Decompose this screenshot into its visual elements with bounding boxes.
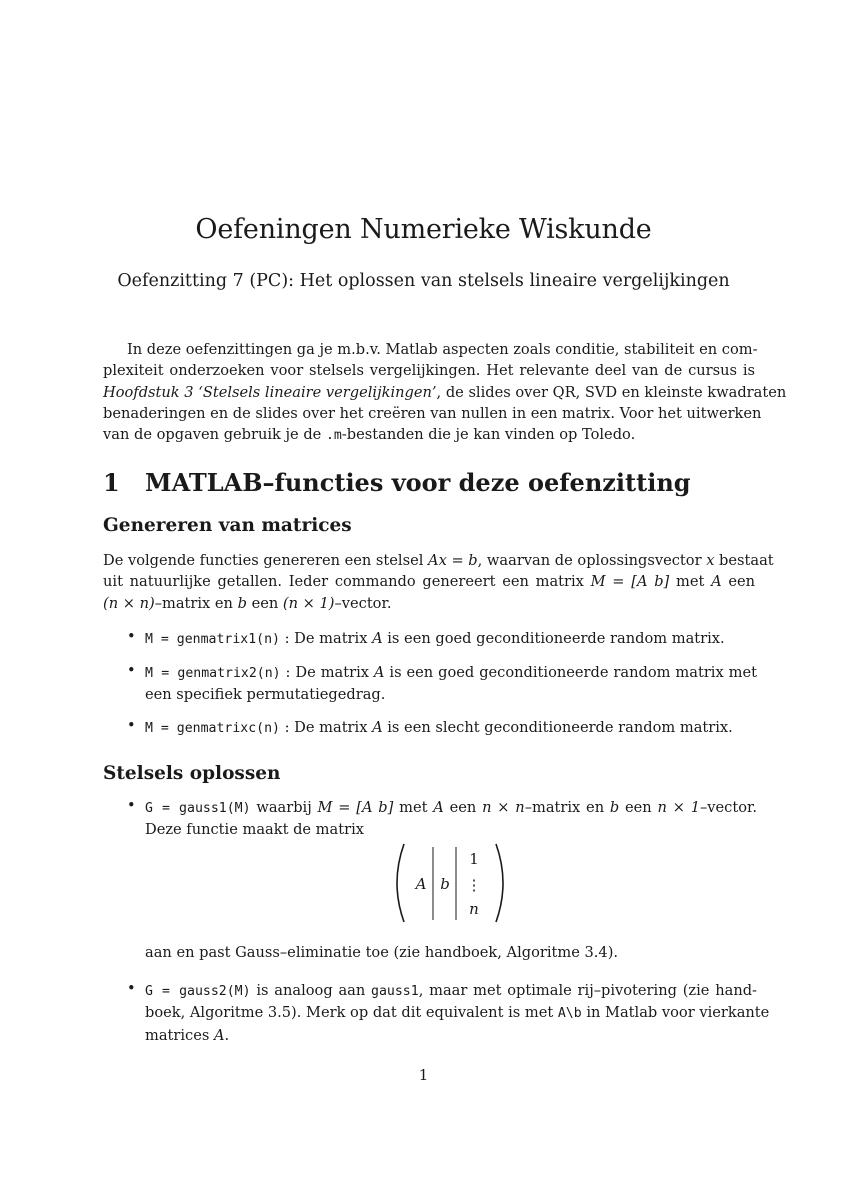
item-line [145,980,757,1002]
list-item-genmatrixc [145,717,757,739]
math-A: A [373,664,385,681]
matrix-top: 1 [469,850,479,868]
text: is een goed geconditioneerde random matrix. [382,630,725,647]
math-A: A [214,1026,225,1044]
text: waarbij [250,799,318,816]
intro-line-3 [103,382,787,403]
augmented-matrix [390,842,510,924]
text: matrices [145,1026,214,1044]
document-title: Oefeningen Numerieke Wiskunde [195,214,652,245]
math-M: M = [A b] [590,573,670,591]
list-item-genmatrix1 [145,628,757,650]
left-paren [397,844,404,922]
item-line [145,1025,757,1046]
intro-line-4: benaderingen en de slides over het creëren van nullen in een matrix. Voor het uitwerken [103,404,762,422]
text: –vector. [700,799,758,816]
generate-line-1 [103,550,774,571]
m-file-code: .m [325,428,342,444]
text: in Matlab voor vierkante [581,1004,770,1022]
math-x: x [706,552,715,569]
generate-paragraph [103,550,774,614]
code-gauss1: G = gauss1(M) [145,801,251,816]
intro-line-5-a: van de opgaven gebruik je de [103,426,326,444]
code-genmatrixc: M = genmatrixc(n) [145,721,280,736]
code-gauss1-ref: gauss1 [371,984,419,999]
item-line: Deze functie maakt de matrix [145,821,364,839]
math-A: A [711,573,722,591]
text: –vector. [334,594,392,612]
matrix-bottom: n [469,900,479,918]
math-A: A [372,719,383,736]
chapter-reference: Hoofdstuk 3 ‘Stelsels lineaire vergelijkingen’ [103,383,437,401]
section-title: MATLAB–functies voor deze oefenzitting [145,468,691,497]
matrix-A: A [415,875,427,893]
text: met [393,799,434,816]
bullet-icon: • [127,980,136,997]
text: , maar met optimale rij–pivotering (zie hand- [418,982,757,999]
text: een [246,594,283,612]
text: is een slecht geconditioneerde random matrix. [382,719,733,736]
text: . [224,1026,230,1044]
code-backslash: A\b [557,1006,582,1022]
text: –matrix en [154,594,238,612]
text: –matrix en [524,799,610,816]
generate-line-2 [103,571,755,592]
matrix-vdots: ⋮ [466,876,482,894]
intro-line-3-rest: , de slides over QR, SVD en kleinste kwadraten [436,383,787,401]
subsection-heading-solve: Stelsels oplossen [103,763,281,784]
intro-paragraph [103,339,787,446]
text: De volgende functies genereren een stelsel [103,552,429,569]
intro-line-5-b: -bestanden die je kan vinden op Toledo. [341,426,636,444]
text: uit natuurlijke getallen. Ieder commando genereert een matrix [103,573,591,591]
math-nx1: (n × 1) [282,594,335,612]
right-paren [496,844,503,922]
math-nx1: n × 1 [657,799,700,816]
math-system: Ax = b [428,552,478,569]
page-number: 1 [418,1066,429,1084]
text: een [721,573,756,591]
text: is een goed geconditioneerde random matrix met [384,664,757,681]
list-item-gauss2 [145,980,770,1046]
gauss1-after-text: aan en past Gauss–eliminatie toe (zie handboek, Algoritme 3.4). [145,944,619,961]
text: : De matrix [280,664,374,681]
generate-line-3 [103,593,755,614]
intro-line-1: In deze oefenzittingen ga je m.b.v. Matlab aspecten zoals conditie, stabiliteit en com- [127,341,758,358]
section-heading [103,468,691,497]
text: een [619,799,658,816]
bullet-icon: • [127,717,136,734]
text: een [443,799,483,816]
math-nxn: n × n [482,799,525,816]
item-line [145,1002,770,1024]
bullet-icon: • [127,662,136,679]
intro-line-2: plexiteit onderzoeken voor stelsels vergelijkingen. Het relevante deel van de cursus is [103,362,755,380]
code-genmatrix1: M = genmatrix1(n) [145,632,280,647]
code-gauss2: G = gauss2(M) [145,984,251,999]
text: boek, Algoritme 3.5). Merk op dat dit equivalent is met [145,1004,558,1022]
text: , waarvan de oplossingsvector [477,552,707,569]
item-line [145,662,757,684]
matrix-b: b [440,875,450,893]
math-nxn: (n × n) [103,594,155,612]
item-line: een specifiek permutatiegedrag. [145,686,386,704]
text: : De matrix [279,719,373,736]
bullet-icon: • [127,797,136,814]
text: met [669,573,712,591]
math-A: A [372,630,383,647]
code-genmatrix2: M = genmatrix2(n) [145,666,281,681]
bullet-icon: • [127,628,136,645]
math-b: b [237,594,247,612]
math-A: A [433,799,444,816]
math-b: b [609,799,620,816]
section-number: 1 [103,468,120,497]
list-item-genmatrix2 [145,662,757,706]
math-M: M = [A b] [317,799,394,816]
text: : De matrix [279,630,373,647]
text: is analoog aan [250,982,372,999]
document-subtitle: Oefenzitting 7 (PC): Het oplossen van stelsels lineaire vergelijkingen [117,271,730,291]
list-item-gauss1 [145,797,757,841]
item-line [145,797,757,819]
intro-line-5 [103,424,755,446]
subsection-heading-generate: Genereren van matrices [103,515,352,536]
text: bestaat [714,552,774,569]
